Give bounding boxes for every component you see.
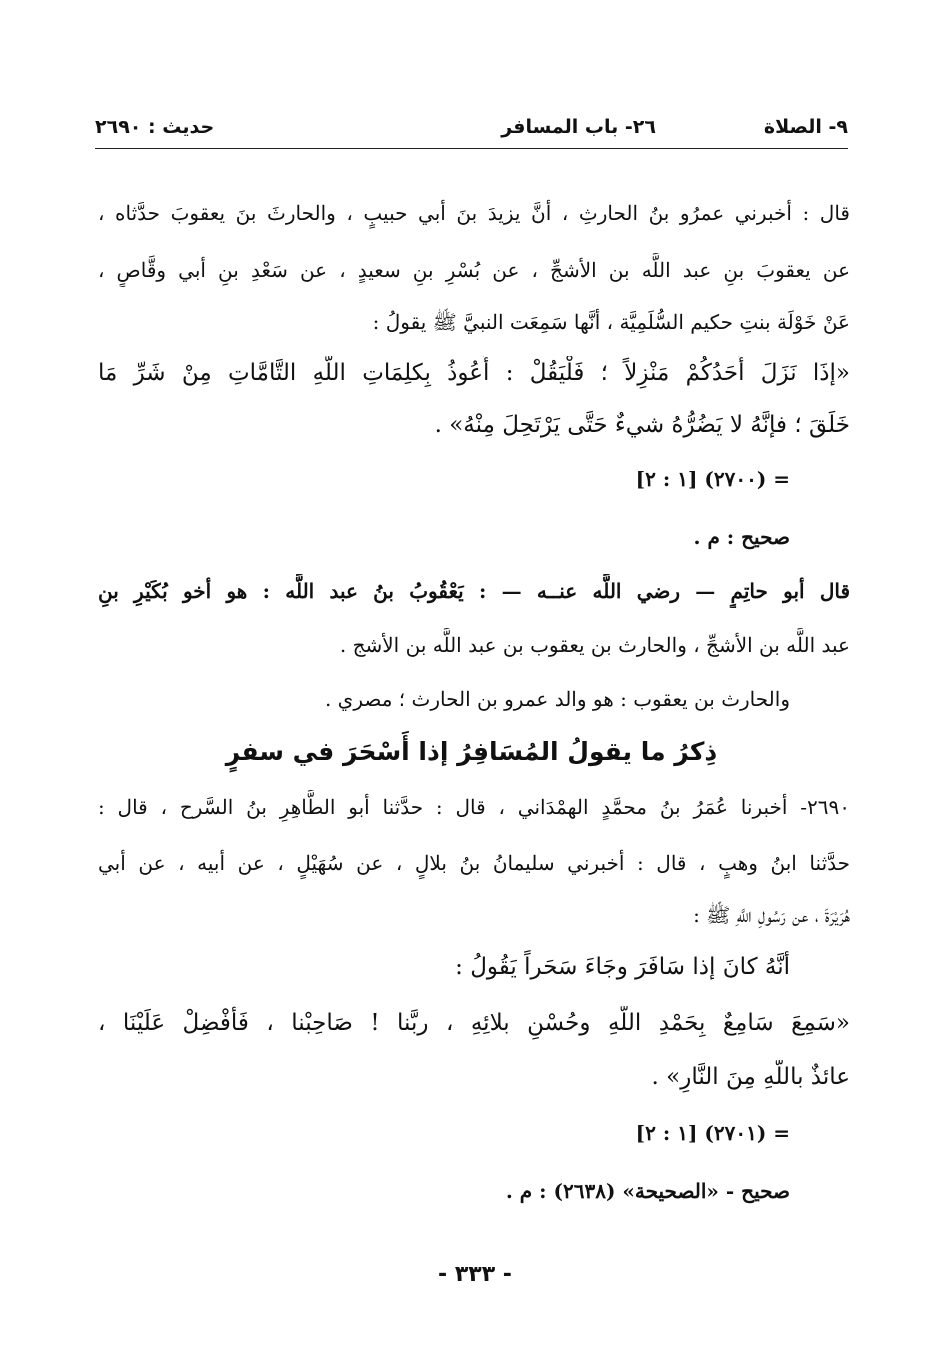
hadith-2690-line-2: حدَّثنا ابنُ وهبٍ ، قال : أخبرني سليمانُ بنُ بلالٍ ، عن سُهَيْلٍ ، عن أبيه ، عن أبي [98,851,850,875]
matn-2-line-1: «سَمِعَ سَامِعٌ بِحَمْدِ اللَّهِ وحُسْنِ بلائِهِ ، ربَّنا ! صَاحِبْنا ، فَأَفْضِلْ عَلَيْنَا ، [98,1010,850,1036]
matn-1-line-1: «إذَا نَزَلَ أَحَدُكُمْ مَنْزِلاً ؛ فَلْيَقُلْ : أَعُوذُ بِكلِمَاتِ اللَّهِ التَّامَّاتِ مِنْ شَرِّ مَا [98,360,850,386]
running-header [95,112,848,149]
hadith-2690-line-3: هُرَيْرَةَ ، عن رَسُولِ اللَّهِ ﷺ : [693,903,850,927]
matn-2-line-2: عائذٌ باللَّهِ مِنَ النَّارِ» . [651,1064,850,1090]
isnad-line-1: قال : أخبرني عمرُو بنُ الحارثِ ، أنَّ يزيدَ بنَ أبي حبيبٍ ، والحارثَ بنَ يعقوبَ حدَّثاه ، [98,201,850,225]
abu-hatim-comment-line-2: عبد اللَّه بن الأشجِّ ، والحارث بن يعقوب بن عبد اللَّه بن الأشج . [339,633,850,657]
reference-1: = (٢٧٠٠) [١ : ٢] [635,467,790,491]
isnad-line-2: عن يعقوبَ بنِ عبد اللَّه بن الأشجِّ ، عن بُسْرِ بنِ سعيدٍ ، عن سَعْدِ بنِ أبي وقَّاصٍ ، [98,258,850,282]
hadith-number-label: حديث : ٢٦٩٠ [95,116,215,138]
isnad-line-3: عَنْ خَوْلَة بنتِ حكيم السُّلَمِيَّة ، أنَّها سَمِعَت النبيَّ ﷺ يقولُ : [372,310,850,334]
abu-hatim-comment-line-1: قال أبو حاتِمٍ — رضي اللَّه عنــه — : يَعْقُوبُ بنُ عبد اللَّه : هو أخو بُكَيْرِ بنِ [98,579,850,603]
chapter-title: ٩- الصلاة [763,116,848,138]
grading-1: صحيح : م . [693,525,790,549]
section-heading: ذِكرُ ما يقولُ المُسَافِرُ إذا أَسْحَرَ في سفرٍ [225,737,718,766]
harith-note: والحارث بن يعقوب : هو والد عمرو بن الحارث ؛ مصري . [324,687,790,711]
hadith-2690-line-1: ٢٦٩٠- أخبرنا عُمَرُ بنُ محمَّدٍ الهمْدَاني ، قال : حدَّثنا أبو الطَّاهِرِ بنُ السَّرح ، قال : [98,795,850,819]
matn-1-line-2: خَلَقَ ؛ فإنَّهُ لا يَضُرُّهُ شيءٌ حَتَّى يَرْتَحِلَ مِنْهُ» . [434,412,850,438]
reference-2: = (٢٧٠١) [١ : ٢] [635,1121,790,1145]
section-title: ٢٦- باب المسافر [501,116,656,138]
grading-2: صحيح - «الصحيحة» (٢٦٣٨) : م . [505,1179,790,1203]
matn-2-intro: أنَّهُ كانَ إذا سَافَرَ وجَاءَ سَحَراً يَقُولُ : [455,954,790,980]
page-number: - ٣٣٣ - [438,1262,512,1287]
